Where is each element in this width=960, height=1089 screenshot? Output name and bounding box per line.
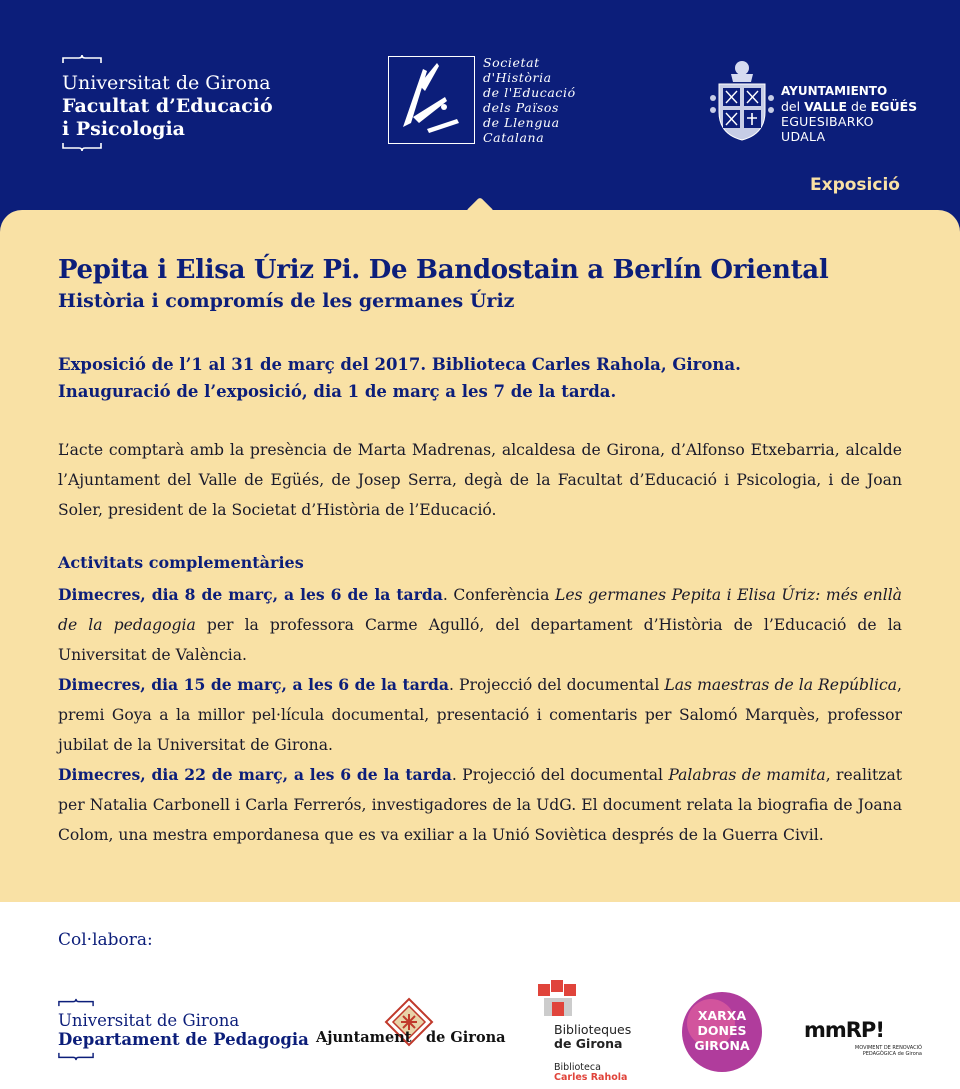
societat-emblem-icon (388, 56, 475, 144)
societat-name: Societat d'Història de l'Educació dels Països de Llengua Catalana (483, 55, 576, 145)
activities-list (58, 580, 902, 850)
ayuntamiento-name: AYUNTAMIENTO del VALLE de EGÜÉS EGUESIBARKO UDALA (781, 84, 918, 144)
udg-faculty: Facultat d’Educació (62, 95, 273, 117)
exhibition-subtitle: Història i compromís de les germanes Úriz (58, 290, 515, 312)
colabora-label: Col·labora: (58, 930, 153, 950)
brace-top-icon (58, 998, 94, 1007)
brace-top-icon (62, 54, 102, 64)
activity-item: Dimecres, dia 15 de març, a les 6 de la tarda. Projecció del documental Las maestras de la República, premi Goya a la millor pel·lícula documental, presentació i comentaris per Salomó Marquès, professor jubilat de la Universitat de Girona. (58, 675, 903, 754)
brace-bottom-icon (62, 142, 102, 152)
activities-heading: Activitats complementàries (58, 553, 304, 572)
ayuntamiento-crest-icon (709, 58, 775, 142)
brace-bottom-icon (58, 1052, 94, 1061)
mrp-logo: mmRP! MOVIMENT DE RENOVACIÓ PEDAGÒGICA de Girona (804, 1018, 922, 1057)
biblioteques-girona-logo: Biblioteques de Girona Biblioteca Carles Rahola (530, 978, 640, 1086)
exhibition-title: Pepita i Elisa Úriz Pi. De Bandostain a Berlín Oriental (58, 255, 829, 285)
biblioteques-icon (534, 978, 582, 1018)
xarxa-dones-logo: XARXA DONES GIRONA (681, 991, 763, 1073)
info-dates: Exposició de l’1 al 31 de març del 2017. Biblioteca Carles Rahola, Girona. (58, 355, 741, 374)
udg-name: Universitat de Girona (62, 72, 271, 94)
activity-item: Dimecres, dia 8 de març, a les 6 de la tarda. Conferència Les germanes Pepita i Elisa Úriz: més enllà de la pedagogia per la professora Carme Agulló, del departament d’Història de l’Educació de la Universitat de València. (58, 585, 902, 664)
ajuntament-girona-logo: Ajuntament de Girona (314, 995, 494, 1055)
exposicio-label: Exposició (810, 175, 900, 195)
attendance-paragraph: L’acte comptarà amb la presència de Marta Madrenas, alcaldesa de Girona, d’Alfonso Etxebarria, alcalde l’Ajuntament del Valle de Egüés, de Josep Serra, degà de la Facultat d’Educació i Psicologia, i de Joan Soler, president de la Societat d’Història de l’Educació. (58, 441, 902, 519)
exhibition-info (58, 351, 918, 405)
udg-faculty-2: i Psicologia (62, 118, 185, 140)
info-inauguration: Inauguració de l’exposició, dia 1 de març a les 7 de la tarda. (58, 382, 617, 401)
activity-item: Dimecres, dia 22 de març, a les 6 de la tarda. Projecció del documental Palabras de mamita, realitzat per Natalia Carbonell i Carla Ferrerós, investigadores de la UdG. El document relata la biografia de Joana Colom, una mestra empordanesa que es va exiliar a la Unió Soviètica després de la Guerra Civil. (58, 765, 903, 844)
